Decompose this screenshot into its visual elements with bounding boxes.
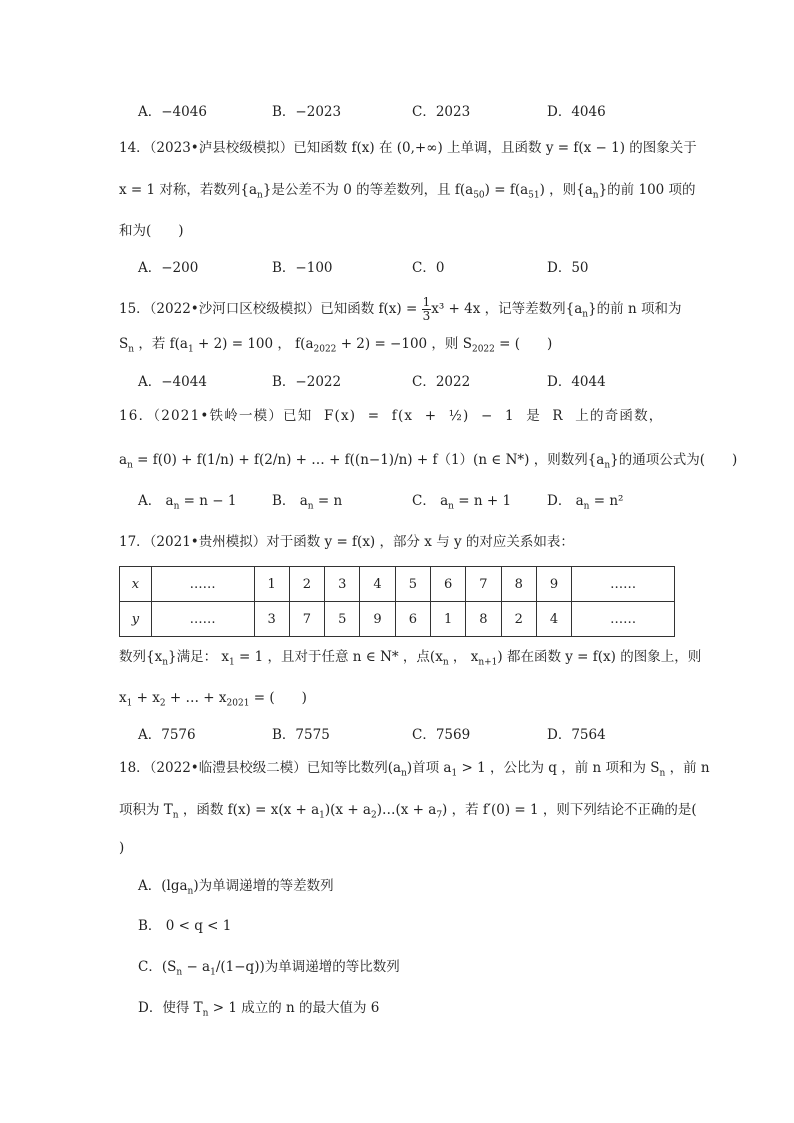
q16-option-b[interactable]: B． $a_n = n$ [272, 493, 343, 512]
q15-stem-pre: 15．（2022•沙河口区校级模拟）已知函数 f(x) = [119, 301, 422, 317]
table-cell: 6 [430, 567, 465, 602]
q15-stem-line1 [119, 290, 681, 334]
table-cell: 9 [536, 567, 571, 602]
q17-stem-line3: $x_1 + x_2$ + … + $x_{2021}$ = ( ) [119, 690, 307, 709]
table-cell: 5 [325, 602, 360, 637]
q17-option-d[interactable]: D．7564 [547, 727, 606, 743]
q13-option-a[interactable]: A．−4046 [138, 104, 207, 120]
q13-options [138, 102, 658, 122]
q15-options [138, 372, 658, 392]
table-cell: 7 [289, 602, 324, 637]
q15-option-b[interactable]: B．−2022 [272, 374, 342, 390]
q17-stem-line1: 17．（2021•贵州模拟）对于函数 y = f(x) ，部分 x 与 y 的对应关系如表： [119, 534, 574, 550]
q14-option-a[interactable]: A．−200 [138, 260, 199, 276]
q13-option-c[interactable]: C．2023 [412, 104, 471, 120]
table-cell: 2 [289, 567, 324, 602]
q17-value-table [119, 566, 675, 637]
q18-stem-line2: 项积为 $T_n$ ，函数 $f(x) = x(x + a_1)(x$ + $a_2)\dots(x + a_7)$ ，若 f′(0) = 1 ，则下列结论不正确的是( [119, 802, 697, 821]
table-cell: 8 [501, 567, 536, 602]
q17-stem-line2: 数列$\{x_n\}$满足： $x_1 = 1$ ，且对于任意 n ∈ N* ，点($x_n$ ， $x_{n+1}$) 都在函数 y = f(x) 的图象上，则 [119, 649, 702, 668]
q16-stem-line1: 16．（2021•铁岭一模）已知 F(x) = f(x + ½) − 1 是 R 上的奇函数， [119, 408, 664, 424]
q13-option-b[interactable]: B．−2023 [272, 104, 342, 120]
q17-option-a[interactable]: A．7576 [138, 727, 196, 743]
q15-stem-post: x³ + 4x ，记等差数列$\{a_n\}$的前 n 项和为 [431, 301, 682, 320]
q15-stem-line2: $S_n$ ，若 $f(a_1 + 2) = 100$ ， $f(a_{2022} + 2) = -100$ ，则 $S_{2022}$ = ( ) [119, 336, 553, 355]
q16-option-c[interactable]: C． $a_n = n + 1$ [412, 493, 512, 512]
table-row [120, 602, 675, 637]
q18-option-b[interactable]: B． 0 < q < 1 [138, 918, 232, 934]
q14-option-c[interactable]: C．0 [412, 260, 445, 276]
table-cell: 2 [501, 602, 536, 637]
q16-option-d[interactable]: D． $a_n = n^2$ [547, 493, 624, 512]
table-cell: 5 [395, 567, 430, 602]
table-cell: 8 [466, 602, 501, 637]
q16-stem-line2: $a_n = f(0) + f(1/n) + f(2/n)$ + … + f((n−1)/n) + f（1）(n ∈ N*) ，则数列$\{a_n\}$的通项公式为( ) [119, 452, 738, 471]
table-cell: …… [151, 602, 254, 637]
table-header-cell: y [120, 602, 152, 637]
q15-option-a[interactable]: A．−4044 [138, 374, 207, 390]
q14-options [138, 258, 658, 278]
q18-option-c[interactable]: C．$(S_n - a_1/(1-q))$为单调递增的等比数列 [138, 959, 400, 978]
q17-option-c[interactable]: C．7569 [412, 727, 471, 743]
table-cell: …… [572, 602, 675, 637]
q18-option-a[interactable]: A．(lga$_n$)为单调递增的等差数列 [138, 878, 334, 897]
q14-option-d[interactable]: D．50 [547, 260, 589, 276]
table-cell: 4 [536, 602, 571, 637]
q14-stem-line2: x = 1 对称，若数列$\{a_n\}$是公差不为 0 的等差数列，且 $f(a_{50}) = f(a_{51})$ ，则$\{a_n\}$的前 100 项的 [119, 182, 696, 201]
q15-option-c[interactable]: C．2022 [412, 374, 471, 390]
table-header-cell: x [120, 567, 152, 602]
q14-option-b[interactable]: B．−100 [272, 260, 333, 276]
table-cell: 6 [395, 602, 430, 637]
q17-option-b[interactable]: B．7575 [272, 727, 330, 743]
q15-frac-den: 3 [422, 309, 431, 323]
q17-options [138, 725, 658, 745]
q16-options [138, 491, 658, 511]
table-row [120, 567, 675, 602]
table-cell: 1 [430, 602, 465, 637]
q14-stem-line1: 14．（2023•泸县校级模拟）已知函数 f(x) 在 (0,+∞) 上单调，且函数 y = f(x − 1) 的图象关于 [119, 140, 697, 156]
table-cell: …… [572, 567, 675, 602]
table-cell: 7 [466, 567, 501, 602]
q18-stem-line3: ) [119, 840, 125, 856]
table-cell: 4 [360, 567, 395, 602]
q15-fraction [422, 296, 432, 323]
table-cell: 3 [254, 602, 289, 637]
table-cell: …… [151, 567, 254, 602]
q18-option-d[interactable]: D．使得 $T_n > 1$ 成立的 n 的最大值为 6 [138, 1000, 380, 1019]
table-cell: 1 [254, 567, 289, 602]
table-cell: 3 [325, 567, 360, 602]
q15-option-d[interactable]: D．4044 [547, 374, 606, 390]
table-cell: 9 [360, 602, 395, 637]
q13-option-d[interactable]: D．4046 [547, 104, 606, 120]
q16-option-a[interactable]: A． $a_n = n - 1$ [138, 493, 237, 512]
q18-stem-line1: 18．（2022•临澧县校级二模）已知等比数列$(a_n)$首项 $a_1 > 1$ ，公比为 q ，前 n 项和为 $S_n$ ，前 n [119, 760, 710, 779]
q15-frac-num: 1 [422, 295, 431, 309]
q14-stem-line3: 和为( ) [119, 223, 184, 239]
